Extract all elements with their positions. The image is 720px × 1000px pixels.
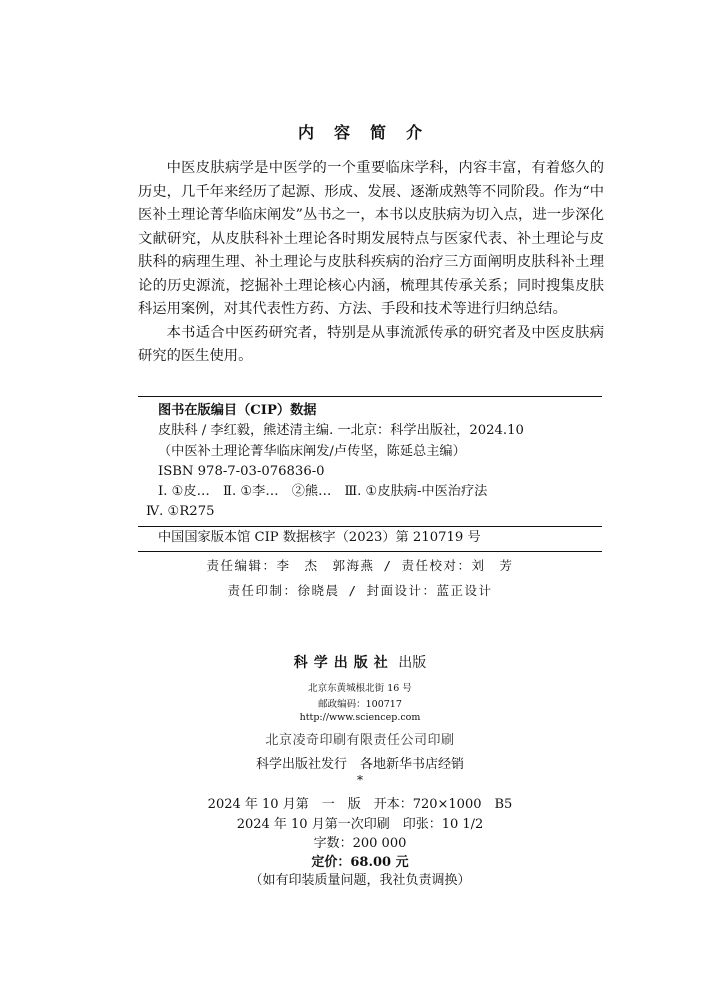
publisher-postcode: 邮政编码：100717 [318,699,402,710]
separator-star: * [357,773,363,787]
cip-record-number: 中国国家版本馆 CIP 数据核字（2023）第 210719 号 [138,526,602,548]
cip-data-block [138,396,602,552]
cip-line: Ⅳ. ①R275 [146,504,215,520]
word-count: 字数：200 000 [313,836,407,851]
price: 定价：68.00 元 [311,855,409,870]
cip-line: （中医补土理论菁华临床阐发/卢传坚，陈延总主编） [158,443,466,459]
page-title: 内容简介 [297,123,442,142]
printer-name: 北京凌奇印刷有限责任公司印刷 [265,733,455,748]
cip-line: 皮肤科 / 李红毅，熊述清主编. 一北京：科学出版社，2024.10 [158,423,524,439]
intro-paragraph: 本书适合中医药研究者，特别是从事流派传承的研究者及中医皮肤病研究的医生使用。 [138,324,604,364]
publisher-line [0,652,720,672]
impression-info: 2024 年 10 月第一次印刷 印张：10 1/2 [236,817,484,832]
quality-notice: （如有印装质量问题，我社负责调换） [249,873,471,888]
cip-heading: 图书在版编目（CIP）数据 [158,403,317,418]
editor-credits: 责任编辑：李 杰 郭海燕 / 责任校对：刘 芳 [206,558,514,573]
publisher-name: 科学出版社 [293,655,394,671]
intro-paragraph: 中医皮肤病学是中医学的一个重要临床学科，内容丰富，有着悠久的历史，几千年来经历了起源、形成、发展、逐渐成熟等不同阶段。作为“中医补土理论菁华临床阐发”丛书之一，本书以皮肤病为切入点，进一步深化文献研究，从皮肤科补土理论各时期发展特点与医家代表、补土理论与皮肤科的病理生理、补土理论与皮肤科疾病的治疗三方面阐明皮肤科补土理论的历史源流，挖掘补土理论核心内涵，梳理其传承关系；同时搜集皮肤科运用案例，对其代表性方药、方法、手段和技术等进行归纳总结。 [138,160,604,317]
distribution-info: 科学出版社发行 各地新华书店经销 [255,757,464,772]
publisher-url: http://www.sciencep.com [299,712,421,723]
publisher-suffix: 出版 [398,655,427,671]
edition-info: 2024 年 10 月第 一 版 开本：720×1000 B5 [207,797,513,812]
printing-credits: 责任印制：徐晓晨 / 封面设计：蓝正设计 [227,583,493,598]
publisher-address: 北京东黄城根北街 16 号 [308,683,412,694]
cip-line: Ⅰ. ①皮… Ⅱ. ①李… ②熊… Ⅲ. ①皮肤病-中医治疗法 [158,484,488,500]
cip-line: ISBN 978-7-03-076836-0 [158,463,325,479]
introduction-body [138,157,604,369]
